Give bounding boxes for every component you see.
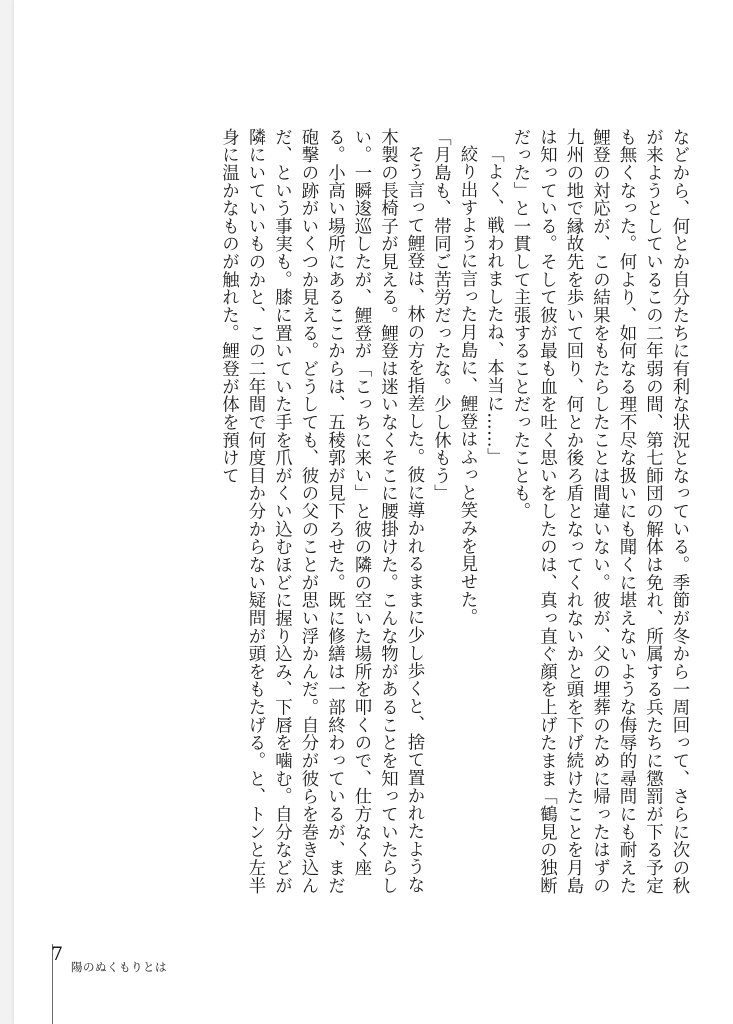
book-page xyxy=(14,0,733,1024)
paragraph-dialogue-1: 「よく、戦われましたね、本当に……」 xyxy=(483,145,504,467)
paragraph-narration-1: などから、何とか自分たちに有利な状況となっている。季節が冬から一周回って、さらに次の秋が来ようとしているこの二年弱の間、第七師団の解体は免れ、所属する兵たちに懲罰が下る予定も無くなった。何より、如何なる理不尽な扱いにも聞くに堪えないような侮辱的尋問にも耐えた鯉登の対応が、この結果をもたらしたことは間違いない。彼が、父の埋葬のために帰ったはずの九州の地で縁故先を歩いて回り、何とか後ろ盾となってくれないかと頭を下げ続けたことを月島は知っている。そして彼が最も血を吐く思いをしたのは、真っ直ぐ顔を上げたまま「鶴見の独断だった」と一貫して主張することだったことも。 xyxy=(510,128,689,895)
page-number: 7 xyxy=(51,943,64,965)
paragraph-narration-2: 絞り出すように言った月島に、鯉登はふっと笑みを見せた。 xyxy=(457,145,477,627)
vertical-body-text xyxy=(120,128,692,903)
running-title: 陽のぬくもりとは xyxy=(71,960,167,974)
paragraph-narration-3: そう言って鯉登は、林の方を指差した。彼に導かれるままに少し歩くと、捨て置かれたような木製の長椅子が見える。鯉登は迷いなくそこに腰掛けた。こんな物があることを知っていたらしい。一瞬逡巡したが、鯉登が「こっちに来い」と彼の隣の空いた場所を叩くので、仕方なく座る。小高い場所にあるここからは、五稜郭が見下ろせた。既に修繕は一部終わっているが、まだ砲撃の跡がいくつか見える。どうしても、彼の父のことが思い浮かんだ。自分が彼らを巻き込んだ、という事実も。膝に置いていた手を爪がくい込むほどに握り込み、下唇を噛む。自分などが隣にいていいものかと、この二年間で何度目か分からない疑問が頭をもたげる。と、トンと左半身に温かなものが触れた。鯉登が体を預けて xyxy=(218,128,424,895)
paragraph-dialogue-2: 「月島も、帯同ご苦労だったな。少し休もう」 xyxy=(430,128,451,503)
